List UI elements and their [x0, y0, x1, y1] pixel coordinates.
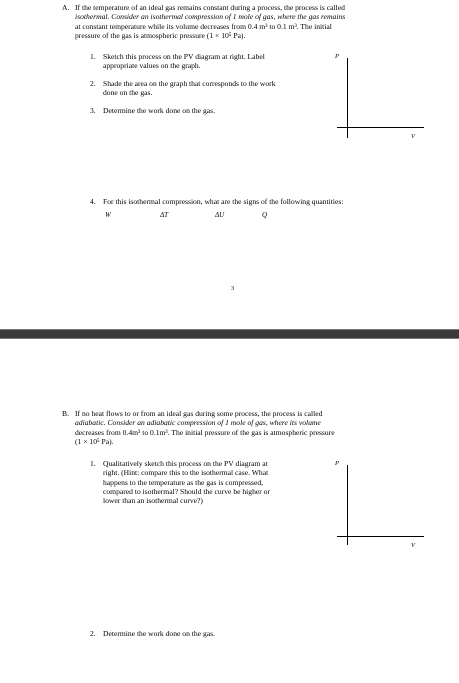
part-b-intro-line-4: (1 × 10⁵ Pa).	[75, 436, 114, 446]
part-b-intro-line-3: decreases from 0.4m³ to 0.1m³. The initial pressure of the gas is atmospheric pressure	[75, 427, 335, 437]
b-question-1-line-3: happens to the temperature as the gas is compressed,	[103, 477, 264, 487]
b-question-1-line-1: Qualitatively sketch this process on the PV diagram at	[103, 459, 268, 468]
question-number: 2.	[90, 629, 96, 638]
question-2-line-1: Shade the area on the graph that corresponds to the work	[103, 79, 276, 88]
b-question-2-text: Determine the work done on the gas.	[103, 629, 215, 638]
part-b-question-2	[90, 629, 330, 641]
volume-axis	[337, 536, 424, 537]
volume-axis-label: V	[411, 133, 415, 140]
question-4-text: For this isothermal compression, what are the signs of the following quantities:	[103, 197, 344, 206]
part-a-label: A.	[62, 3, 70, 12]
part-a-intro-line-3: at constant temperature while its volume decreases from 0.4 m³ to 0.1 m³. The initial	[75, 21, 332, 31]
part-b-pv-graph[interactable]	[330, 457, 430, 557]
question-2-line-2: done on the gas.	[103, 88, 153, 98]
quantity-heat: Q	[262, 211, 268, 219]
quantity-work: W	[105, 211, 111, 219]
pressure-axis-label: P	[335, 460, 339, 467]
part-a-question-1	[90, 52, 330, 74]
part-a-question-4	[90, 197, 430, 209]
part-b-intro-line-1: If no heat flows to or from an ideal gas during some process, the process is called	[75, 409, 323, 418]
volume-axis	[337, 127, 424, 128]
part-b-question-1	[90, 459, 320, 519]
part-a-question-2	[90, 79, 330, 101]
question-number: 2.	[90, 79, 96, 88]
question-1-line-1: Sketch this process on the PV diagram at right. Label	[103, 52, 265, 61]
worksheet-page-2	[0, 339, 459, 683]
question-1-line-2: appropriate values on the graph.	[103, 61, 201, 71]
part-a-pv-graph[interactable]	[330, 50, 430, 150]
page-number: 3	[231, 285, 235, 292]
pressure-axis	[347, 465, 348, 545]
question-3-text: Determine the work done on the gas.	[103, 106, 215, 115]
part-b-intro-line-2: adiabatic. Consider an adiabatic compression of 1 mole of gas, where its volume	[75, 418, 321, 428]
volume-axis-label: V	[411, 542, 415, 549]
quantity-delta-u: ΔU	[215, 211, 225, 219]
b-question-1-line-2: right. (Hint: compare this to the isothermal case. What	[103, 468, 269, 478]
worksheet-page-1	[0, 0, 459, 329]
b-question-1-line-5: lower than an isothermal curve?)	[103, 496, 203, 505]
part-a-intro-line-4: pressure of the gas is atmospheric pressure (1 × 10⁵ Pa).	[75, 30, 246, 40]
page-separator	[0, 329, 459, 339]
part-b-intro	[62, 409, 422, 446]
question-number: 3.	[90, 106, 96, 115]
part-a-intro	[62, 3, 422, 40]
part-b-label: B.	[62, 409, 69, 418]
part-a-question-3	[90, 106, 330, 118]
pressure-axis	[347, 58, 348, 138]
pressure-axis-label: P	[335, 53, 339, 60]
part-a-intro-line-2: isothermal. Consider an isothermal compression of 1 mole of gas, where the gas remains	[75, 12, 346, 22]
b-question-1-line-4: compared to isothermal? Should the curve be higher or	[103, 486, 271, 496]
quantity-delta-t: ΔT	[160, 211, 169, 219]
question-number: 4.	[90, 197, 96, 206]
question-number: 1.	[90, 52, 96, 61]
part-a-intro-line-1: If the temperature of an ideal gas remains constant during a process, the process is called	[75, 3, 345, 12]
question-number: 1.	[90, 459, 96, 468]
